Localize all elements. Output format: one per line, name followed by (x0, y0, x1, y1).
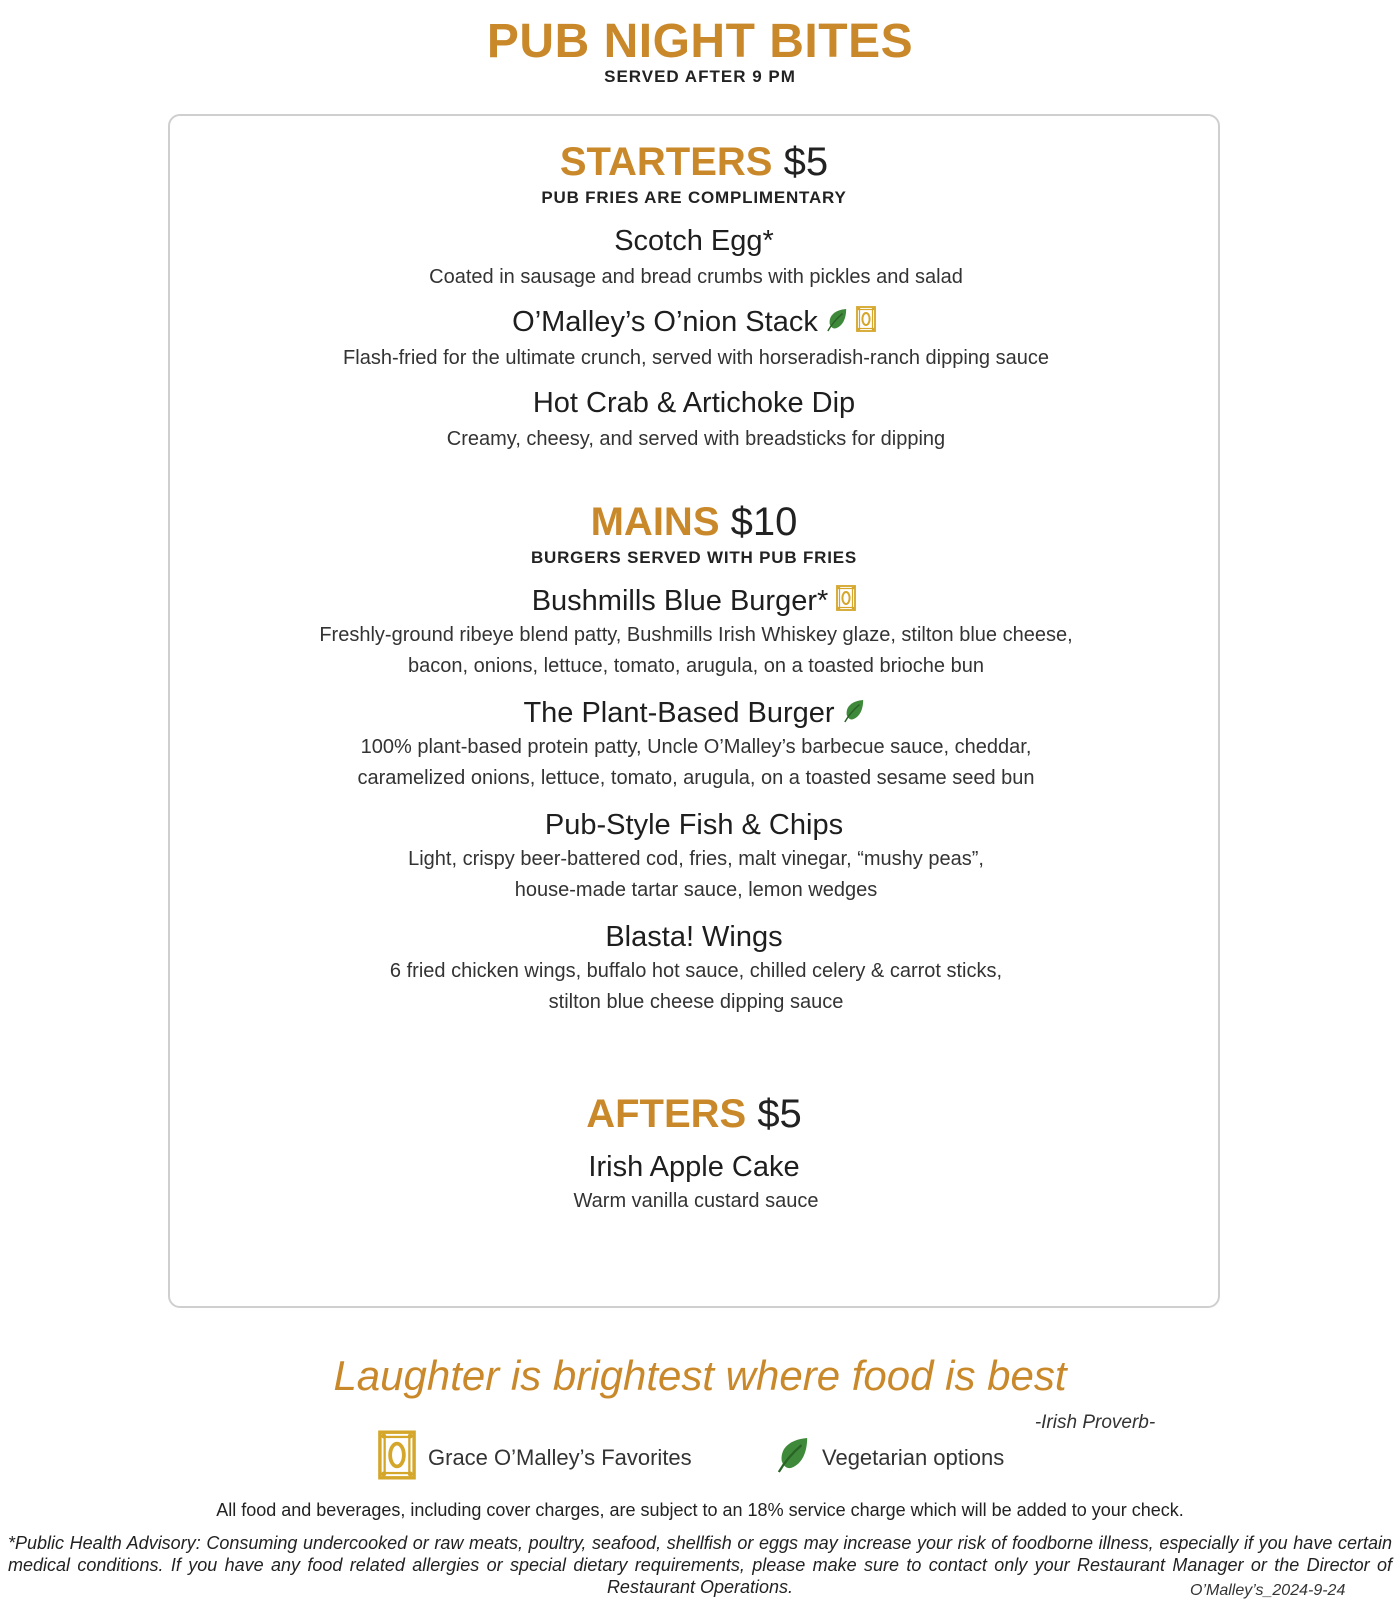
section-note: PUB FRIES ARE COMPLIMENTARY (541, 188, 847, 207)
legend-vegetarian (776, 1430, 1004, 1486)
item-description: 100% plant-based protein patty, Uncle O’Malley’s barbecue sauce, cheddar, caramelized onions, lettuce, tomato, arugula, on a toasted sesame seed bun (357, 736, 1035, 789)
item-name: Irish Apple Cake (588, 1151, 800, 1183)
section-name: STARTERS (559, 140, 773, 184)
legend-favorites (378, 1430, 692, 1486)
item-description: Flash-fried for the ultimate crunch, served with horseradish-ranch dipping sauce (343, 347, 1049, 369)
section-note: BURGERS SERVED WITH PUB FRIES (530, 548, 858, 567)
leaf-icon (843, 697, 865, 731)
section-price: $5 (783, 140, 829, 184)
item-description: 6 fried chicken wings, buffalo hot sauce, chilled celery & carrot sticks, stilton blue cheese dipping sauce (389, 960, 1003, 1013)
item-name: Scotch Egg* (614, 225, 774, 257)
item-name: Blasta! Wings (605, 921, 783, 953)
section-price: $5 (757, 1092, 802, 1136)
health-advisory: *Public Health Advisory: Consuming undercooked or raw meats, poultry, seafood, shellfish or eggs may increase your risk of foodborne illness, especially if you have certain medical conditions. If you have any food related allergies or special dietary requirements, please make sure to contact only your Restaurant Manager or the Director of Restaurant Operations. (8, 1533, 1392, 1597)
section-header-starters (170, 140, 1218, 184)
favorite-icon (856, 306, 876, 340)
leaf-icon (776, 1436, 810, 1480)
menu-subtitle: SERVED AFTER 9 PM (604, 67, 796, 86)
section-header-mains (170, 500, 1218, 544)
proverb-quote: Laughter is brightest where food is best (333, 1352, 1067, 1399)
section-header-afters (170, 1092, 1218, 1136)
item-description: Light, crispy beer-battered cod, fries, malt vinegar, “mushy peas”, house-made tartar sauce, lemon wedges (408, 848, 984, 901)
menu-box (168, 114, 1220, 1308)
item-name: Hot Crab & Artichoke Dip (532, 387, 856, 419)
leaf-icon (826, 306, 848, 340)
legend (0, 1430, 1400, 1486)
proverb-source: -Irish Proverb- (1034, 1412, 1156, 1433)
legend-vegetarian-label: Vegetarian options (822, 1445, 1005, 1470)
item-description: Creamy, cheesy, and served with breadsticks for dipping (446, 428, 946, 450)
item-name: Pub-Style Fish & Chips (544, 809, 844, 841)
section-name: MAINS (590, 500, 720, 544)
favorite-icon (378, 1430, 416, 1486)
item-description: Freshly-ground ribeye blend patty, Bushmills Irish Whiskey glaze, stilton blue cheese, bacon, onions, lettuce, tomato, arugula, on a toasted brioche bun (319, 624, 1073, 677)
item-description: Coated in sausage and bread crumbs with pickles and salad (429, 266, 963, 288)
document-id: O’Malley’s_2024-9-24 (1190, 1582, 1346, 1599)
legend-favorites-label: Grace O’Malley’s Favorites (428, 1445, 692, 1470)
item-name: The Plant-Based Burger (170, 696, 1218, 731)
service-charge-note: All food and beverages, including cover charges, are subject to an 18% service charge which will be added to your check. (216, 1500, 1184, 1520)
section-price: $10 (730, 500, 798, 544)
item-description: Warm vanilla custard sauce (573, 1190, 819, 1212)
item-name: Bushmills Blue Burger* (170, 584, 1218, 619)
favorite-icon (836, 585, 856, 619)
menu-title: PUB NIGHT BITES (486, 15, 914, 68)
item-name: O’Malley’s O’nion Stack (170, 305, 1218, 340)
section-name: AFTERS (586, 1092, 747, 1136)
